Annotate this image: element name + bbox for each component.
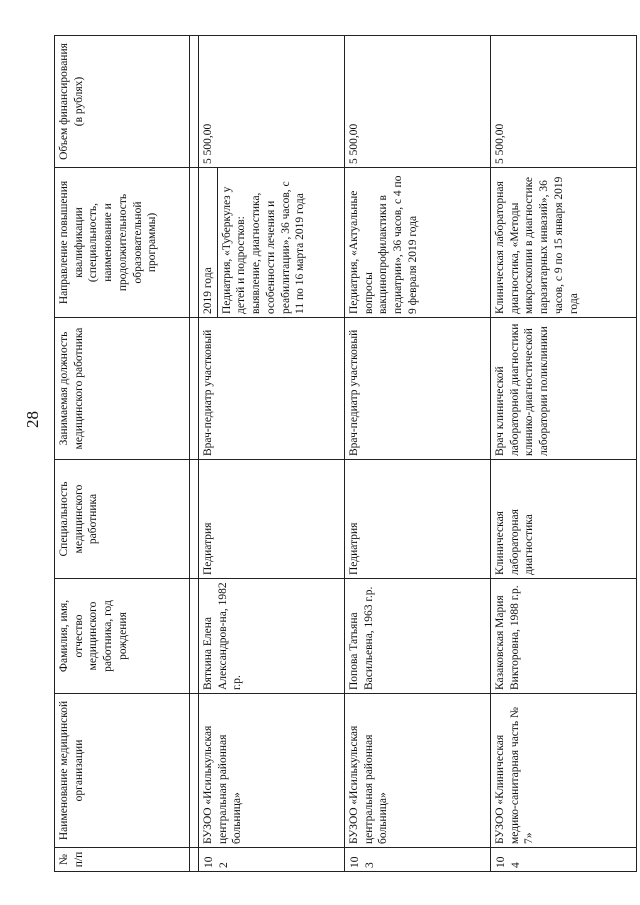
table-row	[491, 36, 637, 872]
row-num: 103	[345, 848, 491, 872]
header-position: Занимаемая должность медицинского работника	[55, 318, 190, 460]
row-num: 102	[199, 848, 345, 872]
row-name: Казаковская Мария Викторовна, 1988 г.р.	[491, 579, 637, 694]
row-name: Попова Татьяна Васильевна, 1963 г.р.	[345, 579, 491, 694]
table-spacer-row	[190, 36, 199, 872]
row-specialty: Педиатрия	[199, 460, 345, 579]
header-specialty: Специальность медицинского работника	[55, 460, 190, 579]
header-name: Фамилия, имя, отчество медицинского работника, год рождения	[55, 579, 190, 694]
row-amount: 5 500,00	[199, 36, 345, 168]
row-position: Врач клинической лабораторной диагностики клинико-диагностической лаборатории поликлиники	[491, 318, 637, 460]
row-org: БУЗОО «Исилькульская центральная районная больница»	[345, 694, 491, 848]
row-amount: 5 500,00	[345, 36, 491, 168]
row-specialty: Педиатрия	[345, 460, 491, 579]
row-program-text: Педиатрия, «Туберкулез у детей и подростков: выявление, диагностика, особенности лечения и реабилитации», 36 часов, с 11 по 16 марта 2019 года	[220, 181, 307, 314]
header-num: № п/п	[55, 848, 190, 872]
carryover-text: 2019 года	[201, 168, 218, 317]
table-row	[345, 36, 491, 872]
row-name: Вяткина Елена Александров-на, 1982 г.р.	[199, 579, 345, 694]
row-program	[199, 168, 345, 318]
row-specialty: Клиническая лабораторная диагностика	[491, 460, 637, 579]
header-program: Направление повышения квалификации (специальность, наименование и продолжительность образовательной программы)	[55, 168, 190, 318]
page-number: 28	[23, 411, 42, 428]
header-amount: Объем финансирования (в рублях)	[55, 36, 190, 168]
training-table	[54, 35, 637, 872]
row-org: БУЗОО «Клиническая медико-санитарная часть № 7»	[491, 694, 637, 848]
header-org: Наименование медицинской организации	[55, 694, 190, 848]
rotated-table-wrapper	[54, 36, 636, 872]
table-row	[199, 36, 345, 872]
row-program: Клиническая лабораторная диагностика, «Методы микроскопии в диагностике паразитарных инвазий», 36 часов, с 9 по 15 января 2019 года	[491, 168, 637, 318]
table-header-row	[55, 36, 190, 872]
row-amount: 5 500,00	[491, 36, 637, 168]
row-position: Врач-педиатр участковый	[345, 318, 491, 460]
row-position: Врач-педиатр участковый	[199, 318, 345, 460]
row-program: Педиатрия, «Актуальные вопросы вакцинопрофилактики в педиатрии», 36 часов, с 4 по 9 февраля 2019 года	[345, 168, 491, 318]
row-org: БУЗОО «Исилькульская центральная районная больница»	[199, 694, 345, 848]
row-num: 104	[491, 848, 637, 872]
